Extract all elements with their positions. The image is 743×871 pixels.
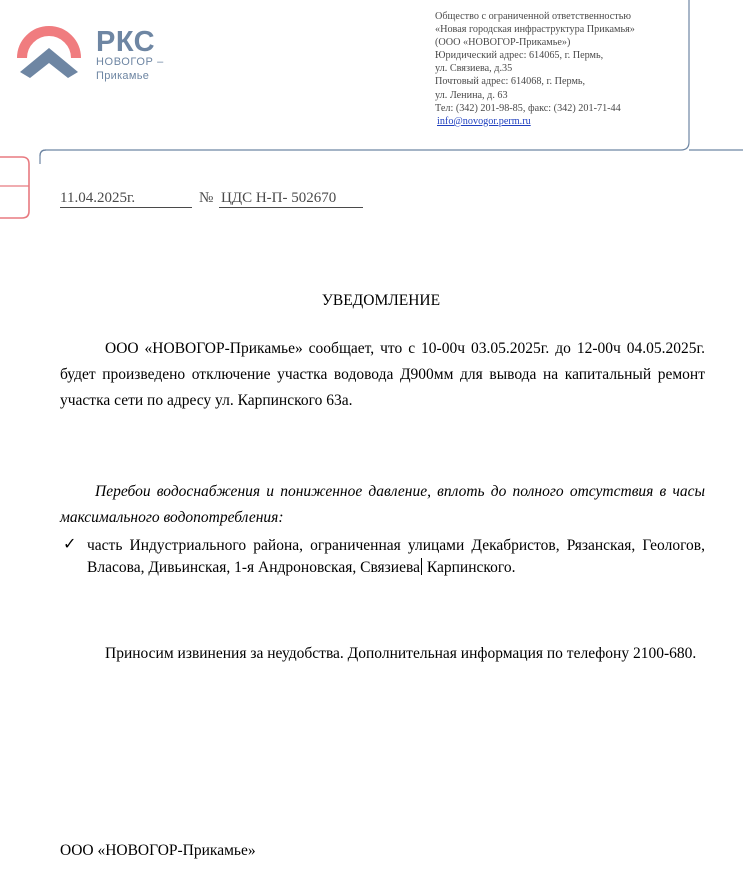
date-underline <box>60 207 192 208</box>
apology-paragraph <box>60 641 705 667</box>
text-cursor <box>421 558 422 575</box>
company-requisites <box>435 10 690 128</box>
logo-line1: НОВОГОР – <box>96 56 164 68</box>
company-line: Юридический адрес: 614065, г. Пермь, <box>435 50 604 62</box>
notice-paragraph <box>60 336 705 414</box>
company-email-link[interactable]: info@novogor.perm.ru <box>437 115 531 127</box>
checkmark-icon: ✓ <box>63 536 77 553</box>
company-logo-icon <box>14 14 84 84</box>
company-line: ул. Ленина, д. 63 <box>435 89 508 101</box>
apology-paragraph-text: Приносим извинения за неудобства. Дополнительная информация по телефону 2100-680. <box>105 645 697 662</box>
company-line: «Новая городская инфраструктура Прикамья» <box>435 24 635 36</box>
logo-line2: Прикамье <box>96 70 150 82</box>
affected-area-text: часть Индустриального района, ограниченная улицами Декабристов, Рязанская, Геологов, Власова, Дивьинская, 1-я Андроновская, Связиева <box>87 537 705 576</box>
company-line: Тел: (342) 201-98-85, факс: (342) 201-71-44 <box>435 102 621 114</box>
notice-paragraph-text: ООО «НОВОГОР-Прикамье» сообщает, что с 10-00ч 03.05.2025г. до 12-00ч 04.05.2025г. будет произведено отключение участка водовода Д900мм для вывода на капитальный ремонт участка сети по адресу ул. Карпинского 63а. <box>60 340 705 409</box>
company-line: Общество с ограниченной ответственностью <box>435 11 632 22</box>
logo-abbr: РКС <box>96 26 156 58</box>
number-sign: № <box>199 190 214 206</box>
disruption-paragraph-text: Перебои водоснабжения и пониженное давление, вплоть до полного отсутствия в часы максимального водопотребления: <box>60 483 705 526</box>
affected-area-item <box>87 535 705 579</box>
number-underline <box>219 207 363 208</box>
document-title: УВЕДОМЛЕНИЕ <box>321 292 441 309</box>
company-line: Почтовый адрес: 614068, г. Пермь, <box>435 76 586 88</box>
company-line: (ООО «НОВОГОР-Прикамье») <box>435 37 571 49</box>
signature-company: ООО «НОВОГОР-Прикамье» <box>60 842 256 859</box>
document-number: ЦДС Н-П- 502670 <box>221 190 337 206</box>
disruption-paragraph <box>60 479 705 531</box>
document-date: 11.04.2025г. <box>60 190 136 206</box>
company-line: ул. Связиева, д.35 <box>435 63 513 75</box>
affected-area-text-end: Карпинского. <box>422 559 516 576</box>
